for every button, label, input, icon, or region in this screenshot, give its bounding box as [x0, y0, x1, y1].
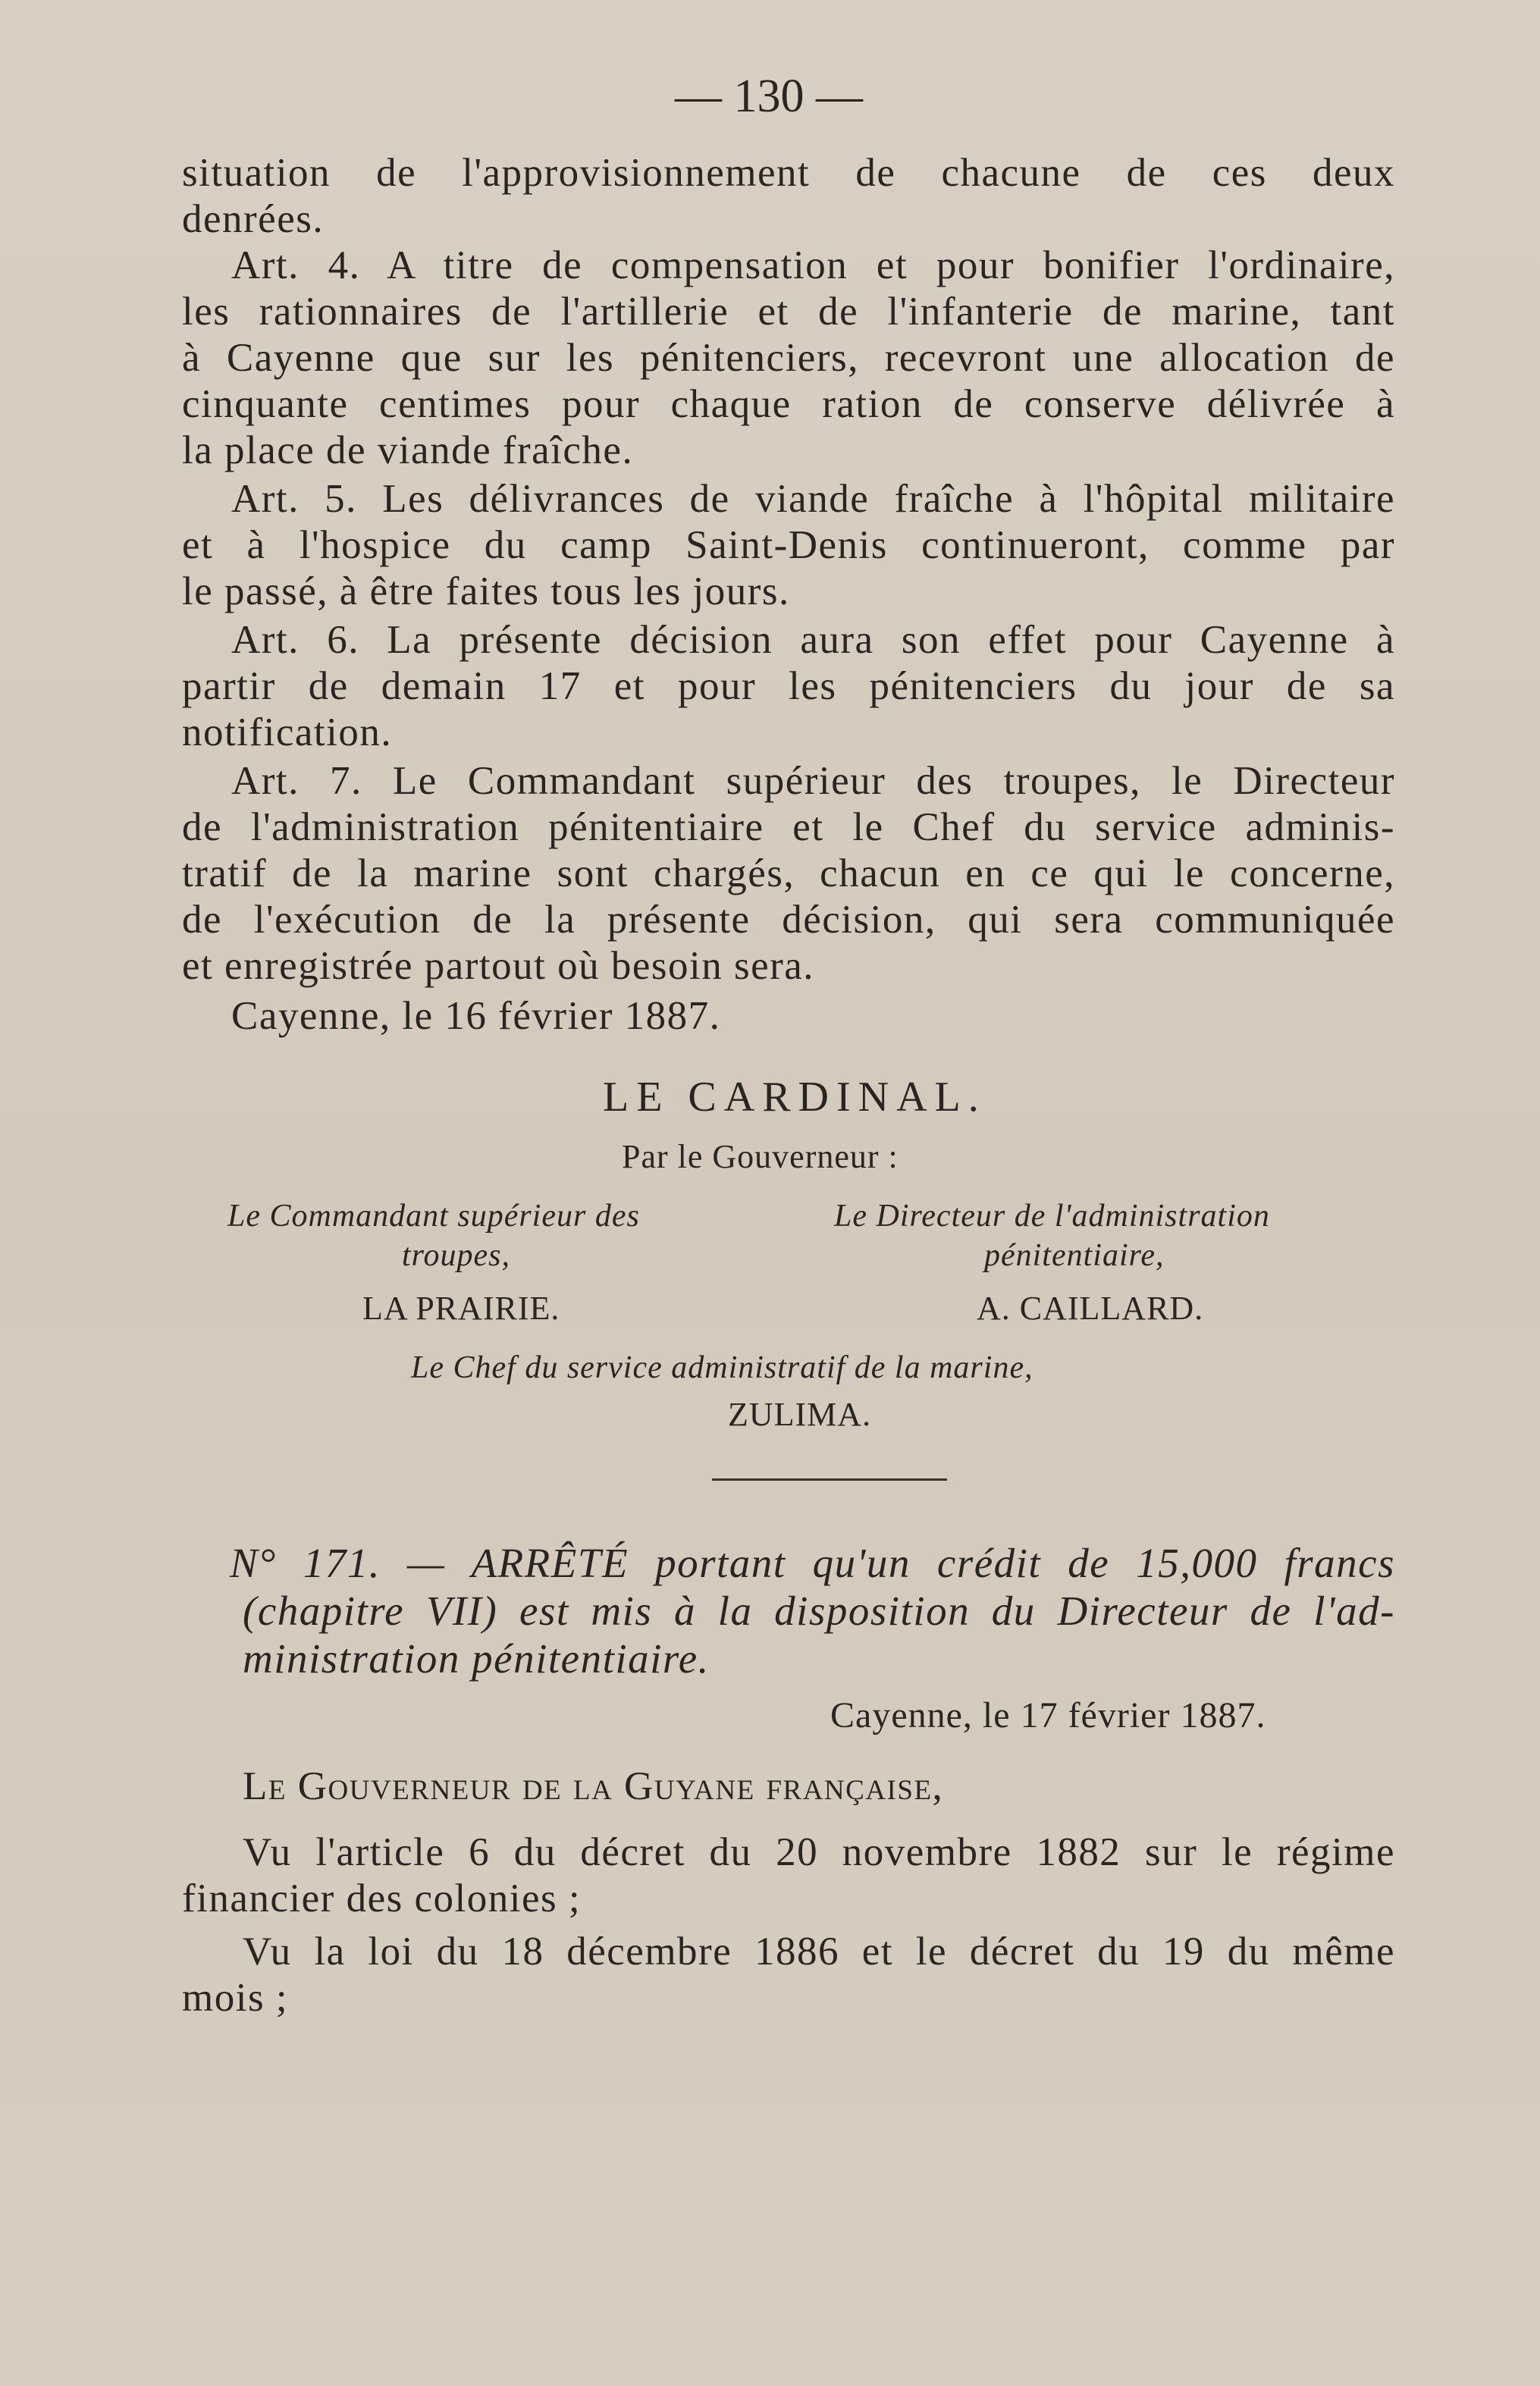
arrete-heading-line: ministration pénitentiaire.	[243, 1635, 710, 1682]
gouverneur-line: Le Gouverneur de la Guyane française,	[243, 1764, 944, 1808]
signatory-name: LE CARDINAL.	[603, 1074, 986, 1121]
arrete-heading-line: N° 171. — ARRÊTÉ portant qu'un crédit de 15,000 francs	[230, 1540, 1395, 1586]
text-line: de l'administration pénitentiaire et le Chef du service adminis-	[182, 805, 1395, 849]
text-line: mois ;	[182, 1976, 289, 2020]
text-line: et à l'hospice du camp Saint-Denis continueront, comme par	[182, 523, 1395, 567]
date-line: Cayenne, le 16 février 1887.	[231, 994, 721, 1038]
right-signatory-title: Le Directeur de l'administration	[834, 1199, 1270, 1234]
arrete-heading-line: (chapitre VII) est mis à la disposition du Directeur de l'ad-	[243, 1588, 1395, 1634]
section-divider	[712, 1478, 947, 1481]
left-signatory-title-cont: troupes,	[402, 1238, 510, 1273]
article-4-line: Art. 4. A titre de compensation et pour bonifier l'ordinaire,	[231, 243, 1395, 287]
text-line: cinquante centimes pour chaque ration de conserve délivrée à	[182, 382, 1395, 426]
par-le-gouverneur: Par le Gouverneur :	[622, 1138, 899, 1175]
chef-signatory-title: Le Chef du service administratif de la marine,	[411, 1350, 1033, 1385]
text-line: et enregistrée partout où besoin sera.	[182, 944, 815, 988]
right-signatory-name: A. CAILLARD.	[977, 1290, 1204, 1327]
text-line: la place de viande fraîche.	[182, 428, 634, 472]
text-line: de l'exécution de la présente décision, qui sera communiquée	[182, 898, 1395, 942]
chef-signatory-name: ZULIMA.	[728, 1396, 872, 1433]
text-line: notification.	[182, 710, 393, 754]
arrete-date: Cayenne, le 17 février 1887.	[830, 1695, 1266, 1735]
text-line: situation de l'approvisionnement de chacune de ces deux	[182, 151, 1395, 195]
text-line: le passé, à être faites tous les jours.	[182, 569, 790, 613]
text-line: partir de demain 17 et pour les pénitenciers du jour de sa	[182, 664, 1395, 708]
right-signatory-title-cont: pénitentiaire,	[984, 1238, 1165, 1273]
vu-line: Vu la loi du 18 décembre 1886 et le décret du 19 du même	[243, 1930, 1395, 1974]
text-line: tratif de la marine sont chargés, chacun en ce qui le concerne,	[182, 851, 1395, 895]
article-5-line: Art. 5. Les délivrances de viande fraîche à l'hôpital militaire	[231, 477, 1395, 521]
page-number: — 130 —	[675, 71, 863, 122]
article-7-line: Art. 7. Le Commandant supérieur des troupes, le Directeur	[231, 759, 1395, 803]
left-signatory-title: Le Commandant supérieur des	[227, 1199, 640, 1234]
text-line: financier des colonies ;	[182, 1877, 582, 1920]
text-line: à Cayenne que sur les pénitenciers, recevront une allocation de	[182, 336, 1395, 380]
text-line: denrées.	[182, 197, 325, 241]
text-line: les rationnaires de l'artillerie et de l'infanterie de marine, tant	[182, 290, 1395, 334]
vu-line: Vu l'article 6 du décret du 20 novembre 1882 sur le régime	[243, 1830, 1395, 1874]
article-6-line: Art. 6. La présente décision aura son effet pour Cayenne à	[231, 618, 1395, 662]
left-signatory-name: LA PRAIRIE.	[362, 1290, 560, 1327]
